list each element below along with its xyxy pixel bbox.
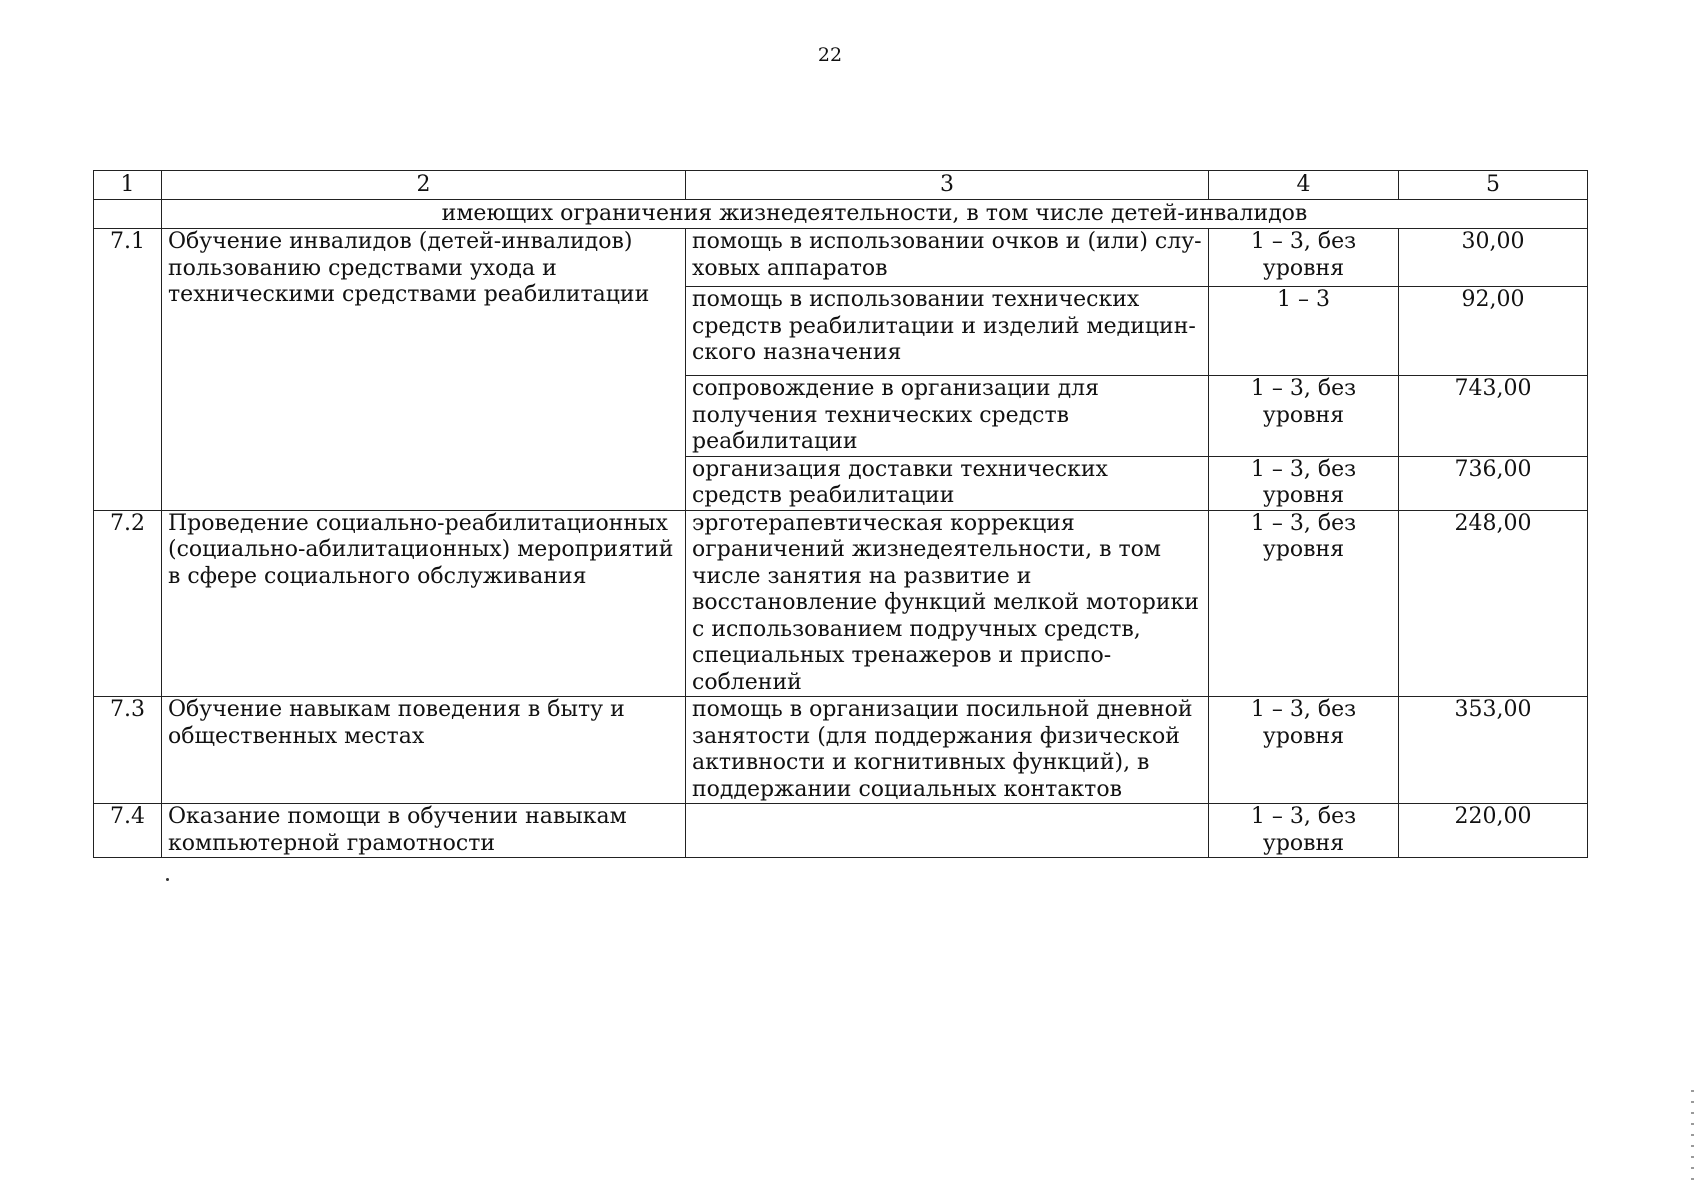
service-price: 743,00 [1399, 376, 1588, 457]
service-level: 1 – 3, без уровня [1209, 376, 1399, 457]
scan-dot [166, 878, 169, 881]
service-level: 1 – 3, без уровня [1209, 229, 1399, 287]
scan-edge-marks [1691, 1090, 1694, 1180]
service-level: 1 – 3, без уровня [1209, 804, 1399, 858]
table-header-row [94, 171, 1588, 200]
service-level: 1 – 3 [1209, 287, 1399, 376]
service-name: Обучение инвалидов (детей-инвалидов) пользованию средствами ухода и техническими средствами реабилитации [162, 229, 686, 511]
row-number: 7.2 [94, 510, 162, 697]
row-number: 7.1 [94, 229, 162, 511]
service-level: 1 – 3, без уровня [1209, 510, 1399, 697]
service-level: 1 – 3, без уровня [1209, 697, 1399, 804]
services-table [93, 170, 1588, 858]
service-price: 92,00 [1399, 287, 1588, 376]
service-detail: помощь в организации посильной дневной занятости (для поддержания физической активности и когнитивных функций), в поддержании социальных контактов [686, 697, 1209, 804]
service-price: 353,00 [1399, 697, 1588, 804]
service-price: 248,00 [1399, 510, 1588, 697]
service-detail: организация доставки технических средств реабилитации [686, 456, 1209, 510]
service-price: 220,00 [1399, 804, 1588, 858]
service-price: 30,00 [1399, 229, 1588, 287]
table-row [94, 697, 1588, 804]
service-name: Обучение навыкам поведения в быту и общественных местах [162, 697, 686, 804]
column-number-5: 5 [1399, 171, 1588, 200]
column-number-4: 4 [1209, 171, 1399, 200]
table-row [94, 510, 1588, 697]
service-detail: помощь в использовании очков и (или) слуховых аппаратов [686, 229, 1209, 287]
section-title: имеющих ограничения жизнедеятельности, в том числе детей-инвалидов [162, 200, 1588, 229]
section-row [94, 200, 1588, 229]
page-number: 22 [817, 44, 843, 66]
service-detail: сопровождение в организации для получения технических средств реабилитации [686, 376, 1209, 457]
service-name: Оказание помощи в обучении навыкам компьютерной грамотности [162, 804, 686, 858]
service-detail: эрготерапевтическая коррекция ограничений жизнедеятельности, в том числе занятия на развитие и восстановление функций мелкой моторики с использованием подручных средств, специальных тренажеров и приспособлений [686, 510, 1209, 697]
column-number-1: 1 [94, 171, 162, 200]
section-empty-cell [94, 200, 162, 229]
table-row [94, 804, 1588, 858]
column-number-3: 3 [686, 171, 1209, 200]
column-number-2: 2 [162, 171, 686, 200]
service-price: 736,00 [1399, 456, 1588, 510]
table-row [94, 229, 1588, 287]
service-level: 1 – 3, без уровня [1209, 456, 1399, 510]
row-number: 7.3 [94, 697, 162, 804]
row-number: 7.4 [94, 804, 162, 858]
service-detail [686, 804, 1209, 858]
service-name: Проведение социально-реабилитационных (социально-абилитационных) мероприятий в сфере социального обслуживания [162, 510, 686, 697]
service-detail: помощь в использовании технических средств реабилитации и изделий медицинского назначения [686, 287, 1209, 376]
